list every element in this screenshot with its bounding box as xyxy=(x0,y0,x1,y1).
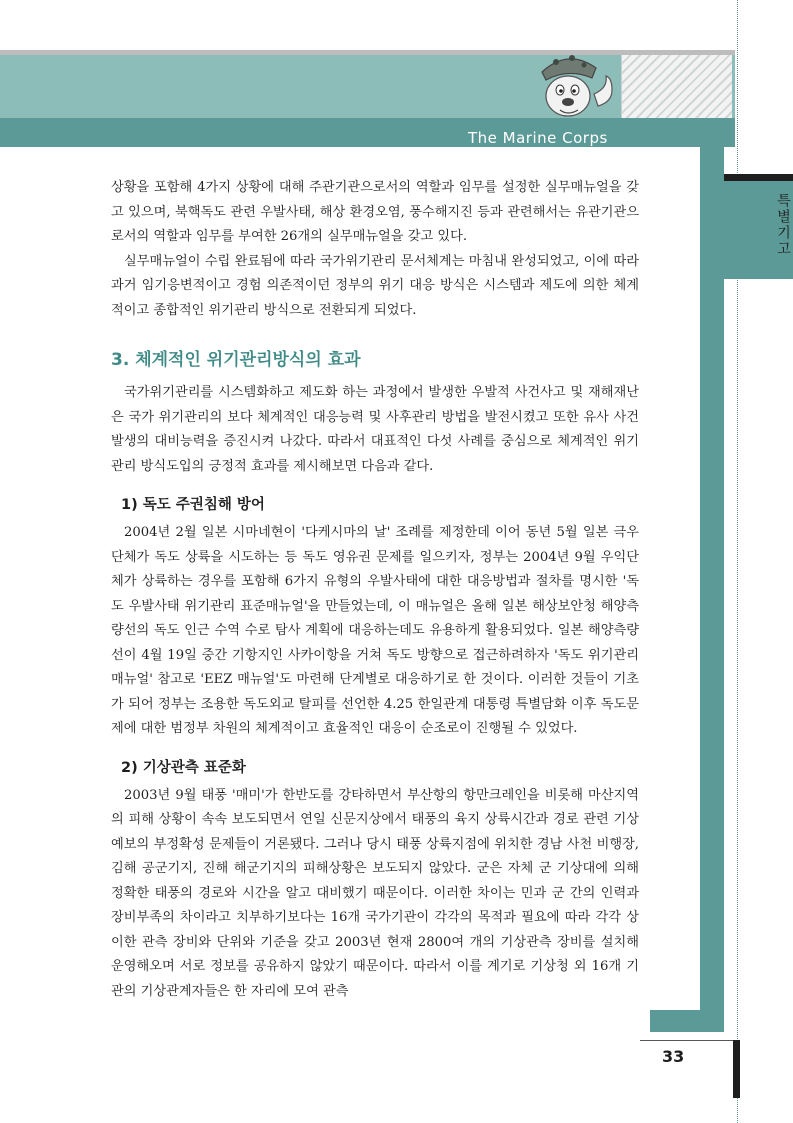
section-tab-label: 특별기고 xyxy=(775,193,791,257)
header-brand: The Marine Corps xyxy=(468,129,608,147)
page-number: 33 xyxy=(662,1047,685,1066)
article-body xyxy=(111,176,639,1004)
header-hatch-pattern xyxy=(621,55,732,118)
page-frame-corner xyxy=(650,1010,724,1032)
body-paragraph: 2003년 9월 태풍 '매미'가 한반도를 강타하면서 부산항의 항만크레인을 비롯해 마산지역의 피해 상황이 속속 보도되면서 연일 신문지상에서 태풍의 육지 상륙시간과 경로 관련 기상 예보의 부정확성 문제들이 거론됐다. 그러나 당시 태풍 상륙지점에 위치한 경남 사천 비행장, 김해 공군기지, 진해 해군기지의 피해상황은 보도되지 않았다. 군은 자체 군 기상대에 의해 정확한 태풍의 경로와 시간을 알고 대비했기 때문이다. 이러한 차이는 민과 군 간의 인력과 장비부족의 차이라고 치부하기보다는 16개 국가기관이 각각의 목적과 필요에 따라 각각 상이한 관측 장비와 단위와 기준을 갖고 2003년 현재 2800여 개의 기상관측 장비를 설치해 운영해오며 서로 정보를 공유하지 않았기 때문이다. 따라서 이를 계기로 기상청 외 16개 기관의 기상관계자들은 한 자리에 모여 관측 xyxy=(111,787,639,999)
subsection-heading: 1) 독도 주권침해 방어 xyxy=(121,497,265,513)
section-tab xyxy=(724,174,793,279)
section-heading: 3. 체계적인 위기관리방식의 효과 xyxy=(111,350,361,370)
body-paragraph: 실무매뉴얼이 수립 완료됨에 따라 국가위기관리 문서체계는 마침내 완성되었고, 이에 따라 과거 임기응변적이고 경험 의존적이던 정부의 위기 대응 방식은 시스템과 제도에 의한 체계적이고 종합적인 위기관리 방식으로 전환되게 되었다. xyxy=(111,253,639,318)
page-frame-bar xyxy=(700,147,724,1032)
page-number-rule xyxy=(640,1040,740,1041)
body-paragraph: 국가위기관리를 시스템화하고 제도화 하는 과정에서 발생한 우발적 사건사고 및 재해재난은 국가 위기관리의 보다 체계적인 대응능력 및 사후관리 방법을 발전시켰고 또한 유사 사건 발생의 대비능력을 증진시켜 나갔다. 따라서 대표적인 다섯 사례를 중심으로 체계적인 위기관리 방식도입의 긍정적 효과를 제시해보면 다음과 같다. xyxy=(111,385,639,474)
page-number-bar xyxy=(733,1040,740,1098)
subsection-heading: 2) 기상관측 표준화 xyxy=(121,759,246,776)
body-paragraph: 2004년 2월 일본 시마네현이 '다케시마의 날' 조례를 제정한데 이어 동년 5월 일본 극우 단체가 독도 상륙을 시도하는 등 독도 영유권 문제를 일으키자, 정부는 2004년 9월 우익단체가 상륙하는 경우를 포함해 6가지 유형의 우발사태에 대한 대응방법과 절차를 명시한 '독도 우발사태 위기관리 표준매뉴얼'을 만들었는데, 이 매뉴얼은 올해 일본 해상보안청 해양측량선의 독도 인근 수역 수로 탐사 계획에 대응하는데도 유용하게 활용되었다. 일본 해양측량선이 4월 19일 중간 기항지인 사카이항을 거쳐 독도 방향으로 접근하려하자 '독도 위기관리 매뉴얼' 참고로 'EEZ 매뉴얼'도 마련해 단계별로 대응하기로 한 것이다. 이러한 것들이 기초가 되어 정부는 조용한 독도외교 탈피를 선언한 4.25 한일관계 대통령 특별담화 이후 독도문제에 대한 범정부 차원의 체계적이고 효율적인 대응이 순조로이 진행될 수 있었다. xyxy=(111,525,639,736)
margin-dotted-line xyxy=(737,0,738,1123)
body-paragraph: 상황을 포함해 4가지 상황에 대해 주관기관으로서의 역할과 임무를 설정한 실무매뉴얼을 갖고 있으며, 북핵독도 관련 우발사태, 해상 환경오염, 풍수해지진 등과 관련해서는 유관기관으로서의 역할과 임무를 부여한 26개의 실무매뉴얼을 갖고 있다. xyxy=(111,180,639,244)
mascot-illustration xyxy=(520,38,620,123)
header-banner-strip xyxy=(0,118,735,147)
